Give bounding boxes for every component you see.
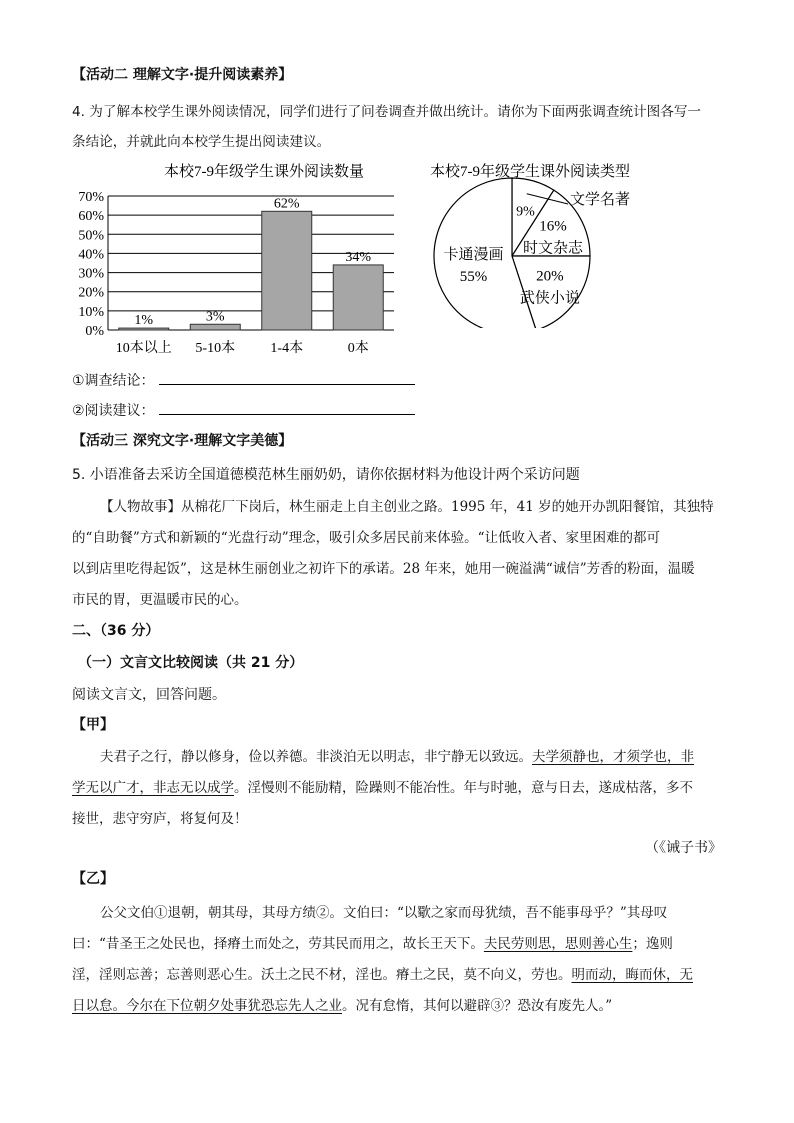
jia-line-2-plain: 。淫慢则不能励精，险躁则不能冶性。年与时驰，意与日去，遂成枯落，多不 — [234, 780, 693, 796]
survey-conclusion-label: ①调查结论： — [72, 373, 155, 389]
pie-slice-label: 卡通漫画 — [443, 247, 504, 264]
pie-value-label: 9% — [516, 204, 535, 220]
question-5: 5. 小语准备去采访全国道德模范林生丽奶奶，请你依据材料为他设计两个采访问题 — [72, 467, 580, 483]
bar-2 — [190, 324, 240, 330]
activity3-heading: 【活动三 深究文字·理解文字美德】 — [72, 433, 293, 449]
pie-slice-label: 时文杂志 — [523, 240, 584, 257]
bar-y-tick-label: 0% — [85, 324, 104, 339]
survey-conclusion-blank[interactable] — [159, 372, 415, 385]
yi-label: 【乙】 — [72, 871, 114, 887]
pie-value-label: 55% — [459, 269, 488, 286]
pie-slice-label: 16% — [539, 218, 567, 235]
section2-heading: 二、（36 分） — [72, 623, 160, 639]
bar-y-tick-label: 10% — [78, 304, 104, 320]
pie-slice-label: 文学名著 — [570, 192, 631, 208]
survey-conclusion-field[interactable] — [72, 370, 415, 390]
jia-label: 【甲】 — [72, 717, 114, 733]
pie-slice-label: 武侠小说 — [519, 290, 580, 307]
jia-line-1 — [72, 745, 694, 765]
yi-line-2 — [72, 932, 673, 952]
section2-instruction: 阅读文言文，回答问题。 — [72, 687, 226, 703]
bar-x-tick-label: 1-4本 — [270, 341, 304, 356]
bar-value-label: 1% — [134, 313, 154, 329]
story-line-1: 【人物故事】从棉花厂下岗后，林生丽走上自主创业之路。1995 年，41 岁的她开办凯阳餐馆，其独特 — [100, 499, 714, 515]
jia-line-3: 接世，悲守穷庐，将复何及！ — [72, 811, 248, 827]
bar-1 — [119, 328, 169, 330]
section2-sub-heading: （一）文言文比较阅读（共 21 分） — [78, 655, 304, 671]
pie-chart-title: 本校7-9年级学生课外阅读类型 — [430, 164, 630, 180]
reading-suggestion-field[interactable] — [72, 400, 415, 420]
reading-suggestion-blank[interactable] — [159, 402, 415, 415]
yi-line-3-underlined: 明而动，晦而休，无 — [571, 967, 693, 983]
story-line-2: 的“自助餐”方式和新颖的“光盘行动”理念，吸引众多居民前来体验。“让低收入者、家里困难的都可 — [72, 530, 661, 546]
bar-y-tick-label: 20% — [78, 285, 104, 301]
jia-line-2-underlined: 学无以广才，非志无以成学 — [72, 780, 234, 796]
yi-line-3 — [72, 963, 693, 983]
bar-y-tick-label: 30% — [78, 266, 104, 282]
bar-value-label: 62% — [273, 196, 300, 212]
question-4-line1: 4. 为了解本校学生课外阅读情况，同学们进行了问卷调查并做出统计。请你为下面两张调查统计图各写一 — [72, 104, 702, 120]
bar-4 — [333, 265, 383, 330]
yi-line-4-plain: 。况有怠惰，其何以避辟③？恐汝有废先人。” — [342, 998, 613, 1014]
activity2-heading: 【活动二 理解文字·提升阅读素养】 — [72, 67, 293, 83]
bar-y-tick-label: 40% — [78, 247, 104, 263]
yi-line-2-underlined: 夫民劳则思，思则善心生 — [483, 936, 633, 952]
reading-suggestion-label: ②阅读建议： — [72, 403, 155, 419]
yi-line-2-plain: 曰：“昔圣王之处民也，择瘠土而处之，劳其民而用之，故长王天下。 — [72, 936, 484, 952]
jia-line-1-plain: 夫君子之行，静以修身，俭以养德。非淡泊无以明志，非宁静无以致远。 — [100, 749, 532, 765]
bar-value-label: 34% — [345, 249, 372, 265]
jia-line-2 — [72, 776, 693, 796]
yi-line-4 — [72, 994, 612, 1014]
story-line-4: 市民的胃，更温暖市民的心。 — [72, 592, 248, 608]
yi-line-2-tail: ；逸则 — [632, 936, 673, 952]
bar-y-tick-label: 60% — [78, 209, 104, 225]
bar-3 — [262, 211, 312, 330]
yi-line-4-underlined: 日以怠。今尔在下位朝夕处事犹恐忘先人之业 — [72, 998, 342, 1014]
bar-x-tick-label: 0本 — [347, 341, 369, 356]
bar-chart — [66, 158, 396, 358]
pie-chart — [420, 158, 660, 328]
story-line-3: 以到店里吃得起饭”，这是林生丽创业之初许下的承诺。28 年来，她用一碗溢满“诚信”芳香的粉面，温暖 — [72, 561, 695, 577]
question-4-line2: 条结论，并就此向本校学生提出阅读建议。 — [72, 134, 331, 150]
bar-y-tick-label: 50% — [78, 228, 104, 244]
bar-value-label: 3% — [205, 309, 225, 325]
yi-line-1: 公父文伯①退朝，朝其母，其母方绩②。文伯曰：“以歜之家而母犹绩，吾不能事母乎？”其母叹 — [100, 905, 668, 921]
pie-slice-label: 20% — [536, 268, 564, 285]
jia-source: （《诫子书》 — [645, 840, 722, 856]
bar-x-tick-label: 10本以上 — [115, 341, 172, 356]
bar-chart-title: 本校7-9年级学生课外阅读数量 — [164, 164, 364, 180]
jia-line-1-underlined: 夫学须静也，才须学也，非 — [532, 749, 694, 765]
bar-x-tick-label: 5-10本 — [195, 341, 236, 356]
bar-y-tick-label: 70% — [78, 190, 104, 205]
yi-line-3-plain: 淫，淫则忘善；忘善则恶心生。沃土之民不材，淫也。瘠土之民，莫不向义，劳也。 — [72, 967, 572, 983]
